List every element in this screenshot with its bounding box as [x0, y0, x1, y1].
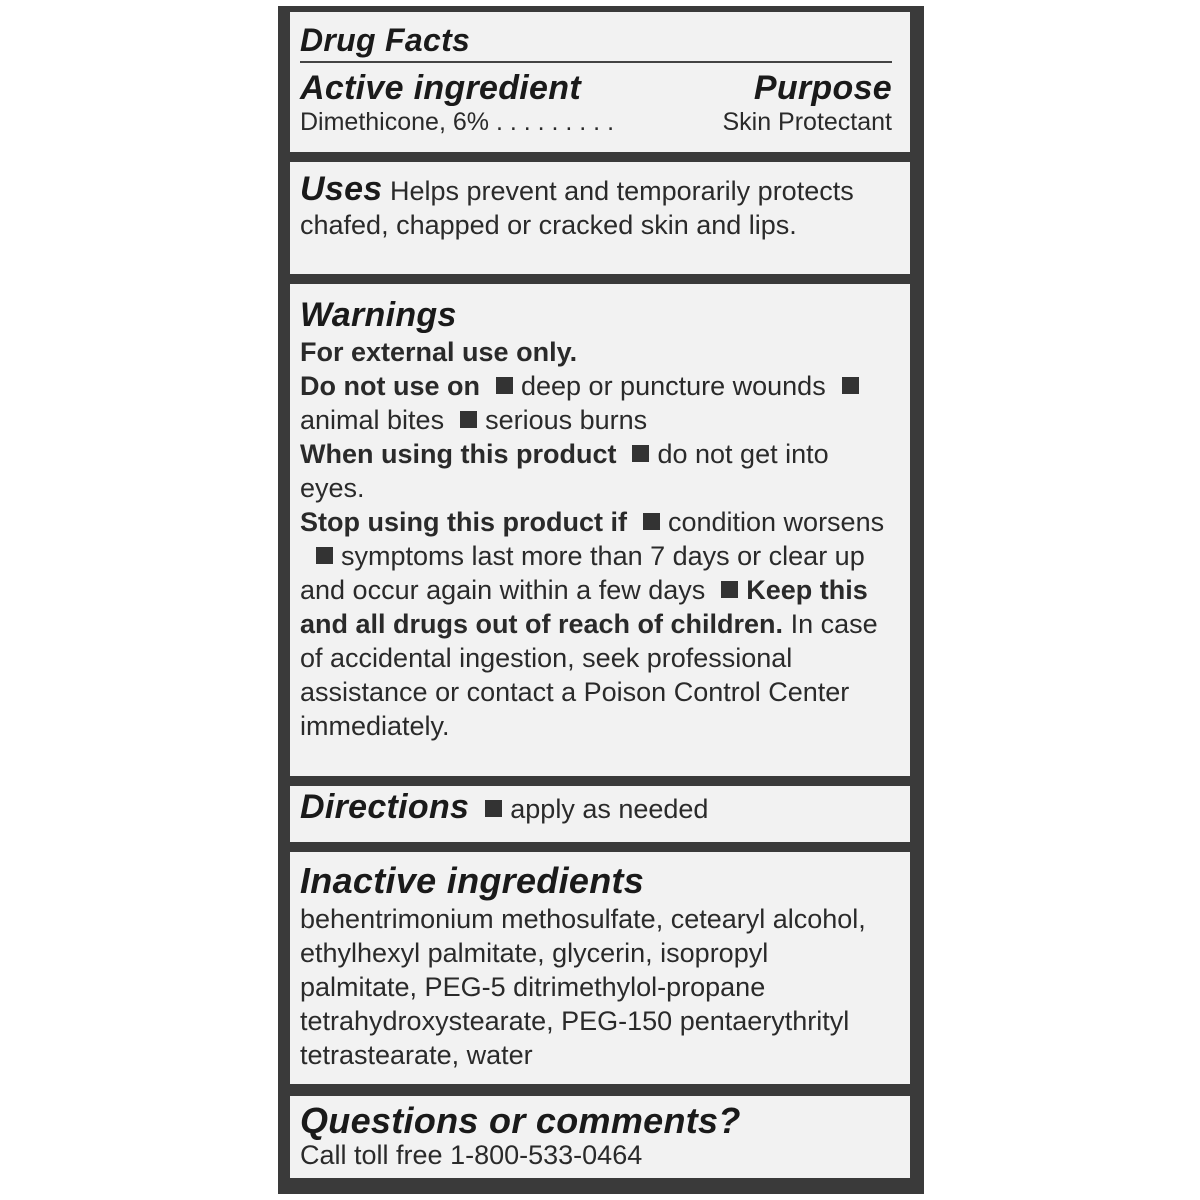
do-not-use-item: animal bites — [300, 405, 445, 435]
external-use-warning: For external use only. — [300, 337, 578, 367]
directions-heading: Directions — [300, 788, 470, 826]
questions-section — [290, 1096, 910, 1178]
phone-number: 1-800-533-0464 — [450, 1140, 643, 1170]
do-not-use-item: deep or puncture wounds — [520, 371, 826, 401]
stop-using-item: condition worsens — [667, 507, 885, 537]
bullet-square-icon — [632, 445, 649, 462]
leader-dots: . . . . . . . . . — [495, 108, 615, 136]
bullet-square-icon — [485, 800, 502, 817]
purpose-value: Skin Protectant — [722, 108, 892, 136]
active-ingredient-name: Dimethicone, 6% — [300, 108, 489, 136]
uses-heading: Uses — [300, 170, 383, 208]
inactive-ingredients-heading: Inactive ingredients — [300, 860, 645, 901]
bullet-square-icon — [643, 513, 660, 530]
ingestion-warning: In case of accidental ingestion, seek professional assistance or contact a Poison Control Center immediately. — [300, 609, 878, 741]
questions-heading: Questions or comments? — [300, 1100, 741, 1141]
stop-using-item: symptoms last more than 7 days or clear up and occur again within a few days — [300, 541, 865, 605]
purpose-heading: Purpose — [753, 69, 892, 107]
do-not-use-label: Do not use on — [300, 371, 480, 401]
drug-facts-title: Drug Facts — [300, 22, 471, 58]
warnings-section — [290, 284, 910, 776]
directions-section — [290, 786, 910, 842]
uses-section — [290, 162, 910, 274]
bullet-square-icon — [842, 377, 859, 394]
when-using-item: do not get into eyes. — [300, 439, 829, 503]
keep-out-of-reach-warning: Keep this and all drugs out of reach of children. — [300, 575, 868, 639]
bullet-square-icon — [721, 581, 738, 598]
drug-facts-panel — [278, 6, 924, 1194]
do-not-use-item: serious burns — [485, 405, 648, 435]
active-ingredient-heading: Active ingredient — [300, 69, 581, 107]
active-ingredient-section — [290, 12, 910, 152]
uses-text: Helps prevent and temporarily protects chafed, chapped or cracked skin and lips. — [300, 176, 854, 240]
bullet-square-icon — [460, 411, 477, 428]
call-toll-free-label: Call toll free — [300, 1140, 443, 1170]
bullet-square-icon — [316, 547, 333, 564]
inactive-ingredients-section — [290, 852, 910, 1084]
stop-using-label: Stop using this product if — [300, 507, 627, 537]
directions-item: apply as needed — [510, 794, 709, 824]
title-divider — [300, 61, 892, 63]
when-using-label: When using this product — [300, 439, 617, 469]
warnings-heading: Warnings — [300, 296, 457, 334]
bullet-square-icon — [496, 377, 513, 394]
inactive-ingredients-list: behentrimonium methosulfate, cetearyl alcohol, ethylhexyl palmitate, glycerin, isopropyl palmitate, PEG-5 ditrimethylol-propane tetrahydroxystearate, PEG-150 pentaerythrityl tetrastearate, water — [300, 904, 866, 1070]
